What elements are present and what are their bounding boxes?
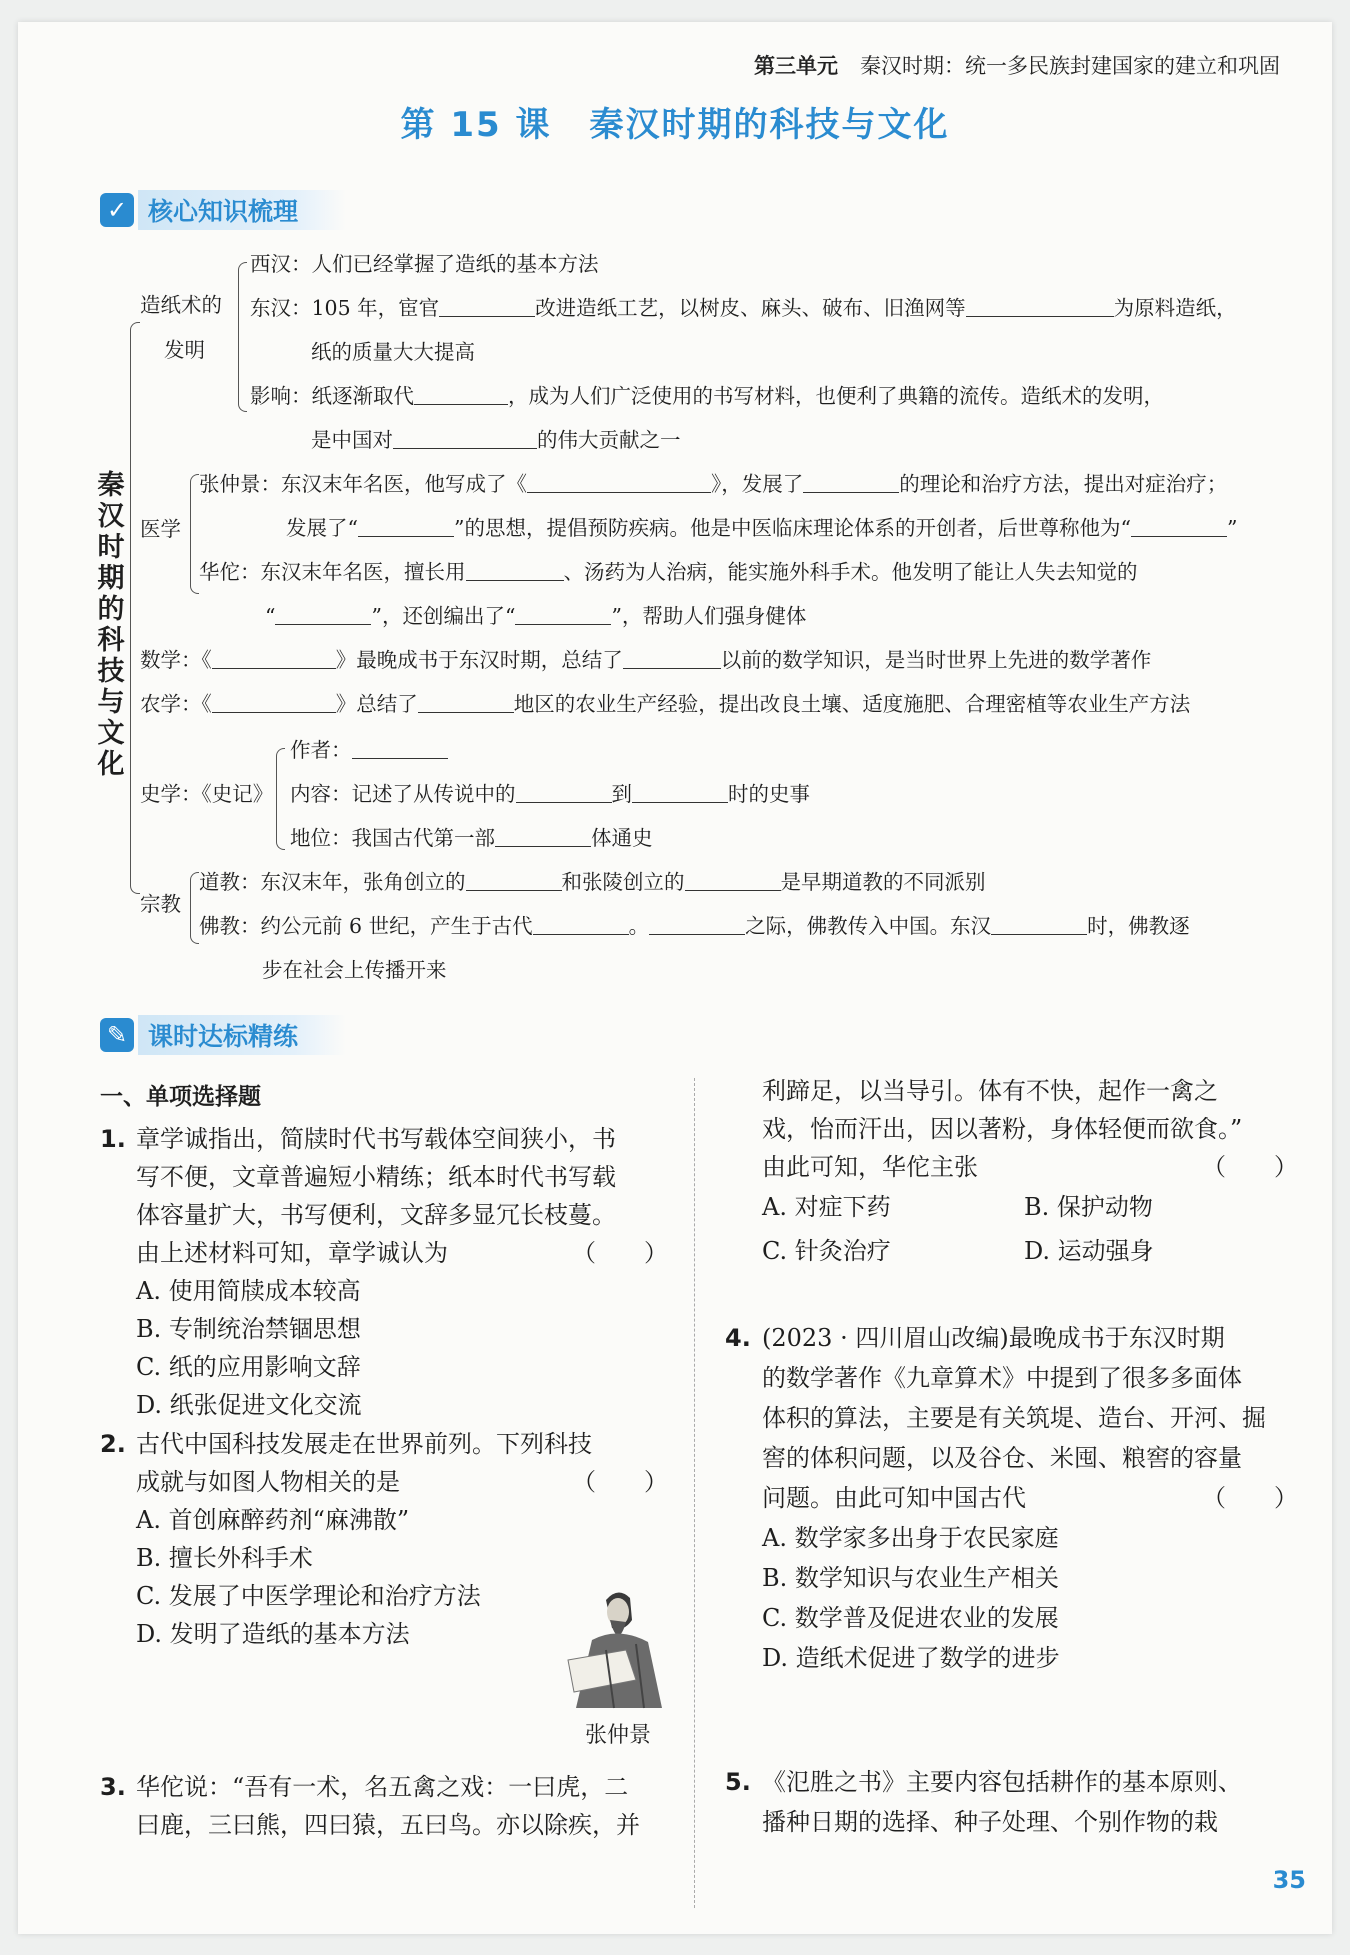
blank[interactable]: [1131, 518, 1227, 537]
answer-paren[interactable]: （ ）: [1202, 1484, 1298, 1512]
answer-paren[interactable]: （ ）: [1202, 1153, 1298, 1181]
option-d[interactable]: D. 发明了造纸的基本方法: [136, 1620, 410, 1648]
root-brace: [130, 322, 140, 894]
paper-line-3: 纸的质量大大提高: [311, 340, 475, 364]
part-heading: 一、单项选择题: [100, 1084, 261, 1110]
unit-label: 第三单元: [754, 54, 838, 78]
q3-continued: 利蹄足，以当导引。体有不快，起作一禽之 戏，怡而汗出，因以著粉，身体轻便而欲食。” 由此可知，华佗主张 （ ） A. 对症下药 B. 保护动物 C. 针灸治疗 D. 运动强身: [762, 1072, 1242, 1274]
page-number: 35: [1272, 1866, 1306, 1894]
option-c[interactable]: C. 发展了中医学理论和治疗方法: [136, 1582, 481, 1610]
blank[interactable]: [352, 740, 448, 759]
religion-label: 宗教: [140, 892, 181, 916]
medicine-label: 医学: [140, 517, 181, 541]
lesson-name: 秦汉时期的科技与文化: [589, 105, 950, 145]
column-divider: [694, 1078, 695, 1908]
blank[interactable]: [466, 562, 564, 581]
unit-header: [754, 50, 1280, 80]
option-c[interactable]: C. 针灸治疗: [762, 1237, 891, 1265]
q3: 3. 华佗说：“吾有一术，名五禽之戏：一曰虎，二 曰鹿，三曰熊，四曰猿，五曰鸟。亦以除疾，并: [100, 1773, 640, 1839]
zhang-zhongjing-portrait: [566, 1580, 670, 1710]
section-label: 核心知识梳理: [138, 190, 346, 230]
history-status: 地位：我国古代第一部 体通史: [290, 826, 653, 850]
option-a[interactable]: A. 使用简牍成本较高: [136, 1277, 361, 1305]
blank[interactable]: [515, 606, 611, 625]
blank[interactable]: [632, 784, 728, 803]
option-b[interactable]: B. 数学知识与农业生产相关: [762, 1564, 1059, 1592]
option-d[interactable]: D. 纸张促进文化交流: [136, 1391, 362, 1419]
history-author: 作者：: [290, 738, 448, 763]
blank[interactable]: [414, 386, 508, 405]
paper-label-2: 发明: [164, 338, 205, 362]
unit-title: 秦汉时期：统一多民族封建国家的建立和巩固: [860, 54, 1280, 78]
option-b[interactable]: B. 专制统治禁锢思想: [136, 1315, 361, 1343]
religion-line-1: 道教：东汉末年，张角创立的 和张陵创立的 是早期道教的不同派别: [199, 870, 986, 894]
option-b[interactable]: B. 保护动物: [1024, 1193, 1153, 1221]
paper-line-2: 东汉：105 年，宦官 改进造纸工艺，以树皮、麻头、破布、旧渔网等 为原料造纸，: [250, 296, 1237, 320]
section-label: 课时达标精练: [138, 1015, 346, 1055]
answer-paren[interactable]: （ ）: [572, 1468, 668, 1496]
blank[interactable]: [649, 916, 745, 935]
medicine-brace: [190, 474, 199, 594]
blank[interactable]: [516, 784, 612, 803]
option-a[interactable]: A. 首创麻醉药剂“麻沸散”: [136, 1506, 410, 1534]
religion-line-2: 佛教：约公元前 6 世纪，产生于古代 。 之际，佛教传入中国。东汉 时，佛教逐: [199, 914, 1190, 938]
math-line: 数学：《 》最晚成书于东汉时期，总结了 以前的数学知识，是当时世界上先进的数学著作: [140, 648, 1152, 672]
option-a[interactable]: A. 对症下药: [762, 1193, 891, 1221]
tree-root: 秦汉时期的科技与文化: [97, 470, 125, 780]
pencil-icon: ✎: [100, 1018, 134, 1052]
option-d[interactable]: D. 造纸术促进了数学的进步: [762, 1644, 1060, 1672]
option-c[interactable]: C. 纸的应用影响文辞: [136, 1353, 361, 1381]
religion-line-3: 步在社会上传播开来: [262, 958, 447, 982]
option-a[interactable]: A. 数学家多出身于农民家庭: [762, 1524, 1059, 1552]
blank[interactable]: [418, 694, 514, 713]
lesson-title: [0, 97, 1350, 146]
medicine-line-1: 张仲景：东汉末年名医，他写成了《 》，发展了 的理论和治疗方法，提出对症治疗；: [199, 472, 1228, 496]
blank[interactable]: [623, 650, 721, 669]
history-content: 内容：记述了从传说中的 到 时的史事: [290, 782, 810, 806]
paper-line-4: 影响：纸逐渐取代 ，成为人们广泛使用的书写材料，也便利了典籍的流传。造纸术的发明，: [250, 384, 1164, 408]
religion-brace: [190, 872, 199, 944]
blank[interactable]: [466, 872, 562, 891]
blank[interactable]: [439, 298, 535, 317]
blank[interactable]: [533, 916, 629, 935]
paper-line-1: 西汉：人们已经掌握了造纸的基本方法: [250, 252, 599, 276]
blank[interactable]: [803, 474, 899, 493]
q1: 1. 章学诚指出，简牍时代书写载体空间狭小，书 写不便，文章普遍短小精练；纸本时代书写载 体容量扩大，书写便利，文辞多显冗长枝蔓。 由上述材料可知，章学诚认为 （ ） A. 使用简牍成本较高 B. 专制统治禁锢思想 C. 纸的应用影响文辞 D. 纸张促进文化交流: [100, 1120, 616, 1424]
paper-label: 造纸术的: [140, 293, 222, 317]
blank[interactable]: [685, 872, 781, 891]
section-practice: [100, 1015, 346, 1055]
history-brace: [276, 748, 285, 850]
q2: 2. 古代中国科技发展走在世界前列。下列科技 成就与如图人物相关的是 （ ） A. 首创麻醉药剂“麻沸散” B. 擅长外科手术 C. 发展了中医学理论和治疗方法 D. 发明了造纸的基本方法: [100, 1425, 592, 1653]
blank[interactable]: [495, 828, 591, 847]
blank[interactable]: [527, 474, 711, 493]
blank[interactable]: [393, 430, 537, 449]
option-c[interactable]: C. 数学普及促进农业的发展: [762, 1604, 1059, 1632]
answer-paren[interactable]: （ ）: [572, 1239, 668, 1267]
paper-brace: [238, 262, 247, 412]
lesson-number: 第 15 课: [400, 105, 552, 145]
checkbox-icon: ✓: [100, 193, 134, 227]
history-label: 史学：《史记》: [140, 782, 274, 806]
q4: 4. (2023 · 四川眉山改编)最晚成书于东汉时期 的数学著作《九章算术》中提到了很多多面体 体积的算法，主要是有关筑堤、造台、开河、掘 窖的体积问题，以及谷仓、米囤、粮窖的容量 问题。由此可知中国古代 （ ） A. 数学家多出身于农民家庭 B. 数学知识与农业生产相关 C. 数学普及促进农业的发展 D. 造纸术促进了数学的进步: [725, 1318, 1266, 1678]
blank[interactable]: [966, 298, 1114, 317]
section-core-knowledge: [100, 190, 346, 230]
blank[interactable]: [212, 694, 336, 713]
blank[interactable]: [991, 916, 1087, 935]
medicine-line-4: “ ”，还创编出了“ ”，帮助人们强身健体: [265, 604, 807, 628]
medicine-line-2: 发展了“ ”的思想，提倡预防疾病。他是中医临床理论体系的开创者，后世尊称他为“ ”: [286, 516, 1238, 540]
option-d[interactable]: D. 运动强身: [1024, 1237, 1154, 1265]
blank[interactable]: [212, 650, 336, 669]
blank[interactable]: [275, 606, 371, 625]
medicine-line-3: 华佗：东汉末年名医，擅长用 、汤药为人治病，能实施外科手术。他发明了能让人失去知觉的: [199, 560, 1138, 584]
agri-line: 农学：《 》总结了 地区的农业生产经验，提出改良土壤、适度施肥、合理密植等农业生产方法: [140, 692, 1191, 716]
portrait-caption: 张仲景: [585, 1723, 652, 1748]
blank[interactable]: [358, 518, 454, 537]
q5: 5. 《氾胜之书》主要内容包括耕作的基本原则、 播种日期的选择、种子处理、个别作物的栽: [725, 1768, 1242, 1836]
option-b[interactable]: B. 擅长外科手术: [136, 1544, 313, 1572]
paper-line-5: 是中国对 的伟大贡献之一: [311, 428, 681, 452]
